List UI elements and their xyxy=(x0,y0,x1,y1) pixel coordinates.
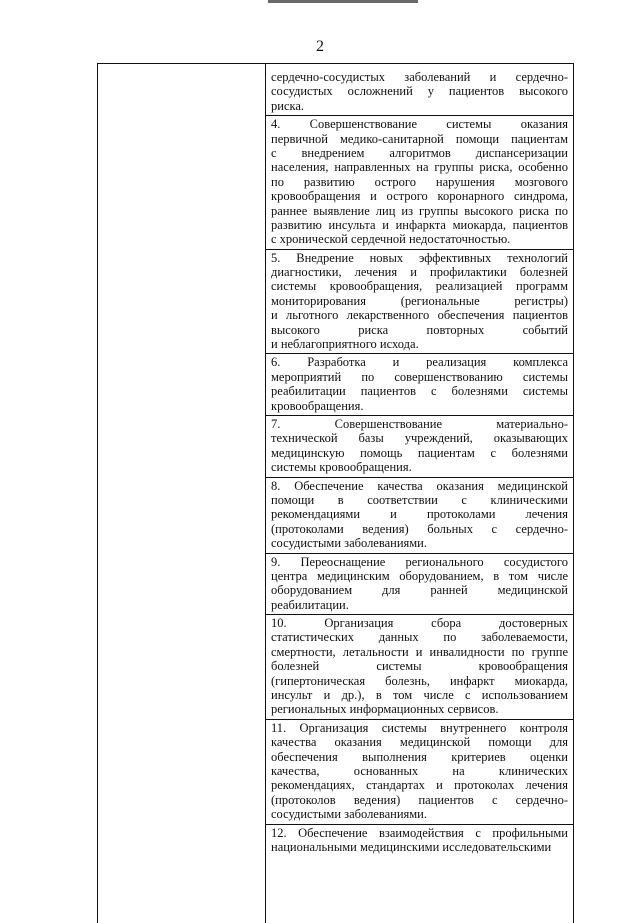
text-line: развитию инсульта и инфаркта миокарда, пациентов xyxy=(271,217,568,232)
text-line: высокого риска повторных событий xyxy=(271,322,568,337)
text-line: сосудистых осложнений у пациентов высокого xyxy=(271,84,568,99)
text-line: 7. Совершенствование материально- xyxy=(271,416,568,431)
measure-item xyxy=(271,117,568,247)
text-line: кровообращения. xyxy=(271,398,364,413)
text-line: качества, основанных на клинических xyxy=(271,763,568,778)
text-line: сердечно-сосудистых заболеваний и сердечно- xyxy=(271,70,568,84)
text-line: (гипертоническая болезнь, инфаркт миокарда, xyxy=(271,673,568,688)
measure-item xyxy=(271,70,568,113)
column-divider xyxy=(265,63,266,923)
text-line: инсульт и др.), в том числе с использованием xyxy=(271,688,568,703)
text-line: риска. xyxy=(271,98,305,113)
text-line: сосудистыми заболеваниями. xyxy=(271,807,427,822)
page-number: 2 xyxy=(316,38,324,55)
text-line: болезней системы кровообращения xyxy=(271,659,568,674)
text-line: оборудованием для ранней медицинской xyxy=(271,583,568,598)
text-line: центра медицинским оборудованием, в том числе xyxy=(271,568,568,583)
text-line: мониторирования (региональные регистры) xyxy=(271,293,568,308)
text-line: помощи в соответствии с клиническими xyxy=(271,492,568,507)
text-line: системы кровообращения, реализацией программ xyxy=(271,279,568,294)
text-line: сосудистыми заболеваниями. xyxy=(271,536,427,551)
text-line: 6. Разработка и реализация комплекса xyxy=(271,355,568,370)
row-separator xyxy=(265,614,574,615)
text-line: первичной медико-санитарной помощи пациентам xyxy=(271,131,568,146)
text-line: (протоколов ведения) пациентов с сердечно- xyxy=(271,792,568,807)
text-line: системы кровообращения. xyxy=(271,460,412,475)
measure-item xyxy=(271,251,568,352)
text-line: 4. Совершенствование системы оказания xyxy=(271,117,568,132)
text-line: 12. Обеспечение взаимодействия с профильными xyxy=(271,825,568,840)
text-line: 8. Обеспечение качества оказания медицинской xyxy=(271,478,568,493)
text-line: раннее выявление лиц из группы высокого риска по xyxy=(271,203,568,218)
measure-item xyxy=(271,355,568,413)
measure-item xyxy=(271,721,568,822)
text-line: обеспечения выполнения критериев оценки xyxy=(271,749,568,764)
text-line: реабилитации пациентов с болезнями системы xyxy=(271,384,568,399)
text-line: мероприятий по совершенствованию системы xyxy=(271,369,568,384)
text-line: и неблагоприятного исхода. xyxy=(271,337,419,352)
text-line: смертности, летальности и инвалидности по группе xyxy=(271,644,568,659)
text-line: 10. Организация сбора достоверных xyxy=(271,616,568,631)
row-separator xyxy=(265,719,574,720)
text-line: кровообращения и острого коронарного синдрома, xyxy=(271,189,568,204)
text-line: 9. Переоснащение регионального сосудистого xyxy=(271,554,568,569)
text-line: населения, направленных на группы риска, особенно xyxy=(271,160,568,175)
measures-column xyxy=(271,70,568,854)
text-line: 11. Организация системы внутреннего контроля xyxy=(271,720,568,735)
text-line: рекомендациях, стандартах и протоколах лечения xyxy=(271,778,568,793)
row-separator xyxy=(265,115,574,116)
text-line: рекомендациями и протоколами лечения xyxy=(271,507,568,522)
text-line: статистических данных по заболеваемости, xyxy=(271,630,568,645)
row-separator xyxy=(265,415,574,416)
row-separator xyxy=(265,249,574,250)
row-separator xyxy=(265,553,574,554)
top-edge-mark xyxy=(268,0,418,3)
text-line: с хронической сердечной недостаточностью. xyxy=(271,232,511,247)
text-line: региональных информационных сервисов. xyxy=(271,702,499,717)
text-line: с внедрением алгоритмов диспансеризации xyxy=(271,145,568,160)
text-line: и льготного лекарственного обеспечения пациентов xyxy=(271,308,568,323)
text-line: 5. Внедрение новых эффективных технологий xyxy=(271,250,568,265)
measure-item xyxy=(271,417,568,475)
measure-item xyxy=(271,555,568,613)
text-line: по развитию острого нарушения мозгового xyxy=(271,174,568,189)
text-line: реабилитации. xyxy=(271,597,349,612)
text-line: технической базы учреждений, оказывающих xyxy=(271,431,568,446)
text-line: национальными медицинскими исследовательскими xyxy=(271,839,552,854)
text-line: (протоколами ведения) больных с сердечно- xyxy=(271,521,568,536)
text-line: медицинскую помощь пациентам с болезнями xyxy=(271,445,568,460)
row-separator xyxy=(265,353,574,354)
measure-item xyxy=(271,826,568,855)
text-line: качества оказания медицинской помощи для xyxy=(271,735,568,750)
text-line: диагностики, лечения и профилактики болезней xyxy=(271,265,568,280)
row-separator xyxy=(265,477,574,478)
row-separator xyxy=(265,824,574,825)
measure-item xyxy=(271,616,568,717)
measure-item xyxy=(271,479,568,551)
